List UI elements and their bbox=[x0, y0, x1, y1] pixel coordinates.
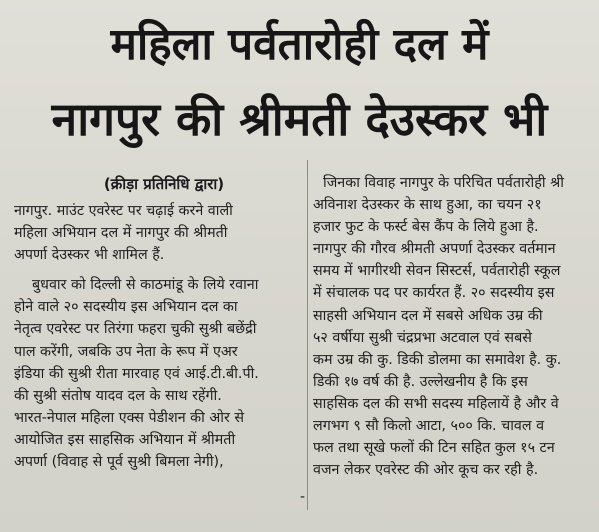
article-line: होने वाले २० सदस्यीय इस अभियान दल का bbox=[14, 299, 238, 316]
article-line: ५२ वर्षीया सुश्री चंद्रप्रभा अटवाल एवं सबसे bbox=[313, 329, 532, 346]
article-line: जिनका विवाह नागपुर के परिचित पर्वतारोही श्री bbox=[323, 175, 564, 191]
line-continuation-dash: - bbox=[300, 489, 306, 505]
article-line: लगभग ९ सौ किलो आटा, ५०० कि. चावल व bbox=[313, 418, 545, 435]
article-line: समय में भागीरथी सेवन सिस्टर्स, पर्वतारोही स्कूल bbox=[313, 263, 561, 280]
article-line: साहसिक दल की सभी सदस्य महिलायें है और वे bbox=[313, 395, 559, 412]
left-column bbox=[14, 172, 314, 473]
article-line: कम उम्र की कु. डिकी डोलमा का समावेश है. कु. bbox=[313, 351, 562, 368]
article-line: बुधवार को दिल्ली से काठमांडू के लिये रवाना bbox=[32, 277, 259, 294]
article-line: नागपुर. माउंट एवरेस्ट पर चढ़ाई करने वाली bbox=[14, 203, 233, 219]
headline-line-1: महिला पर्वतारोही दल में bbox=[110, 19, 489, 70]
article-line: इंडिया की सुश्री रीता मारवाह एवं आई.टी.बी.पी. bbox=[14, 365, 259, 382]
article-line: आयोजित इस साहसिक अभियान में श्रीमती bbox=[14, 431, 236, 448]
article-line: अपर्णा देउस्कर भी शामिल हैं. bbox=[14, 247, 165, 264]
article-line: नेतृत्व एवरेस्ट पर तिरंगा फहरा चुकी सुश्री बछेंद्री bbox=[14, 321, 257, 338]
article-line: पाल करेंगी, जबकि उप नेता के रूप में एअर bbox=[14, 343, 238, 360]
article-line: हजार फुट के फर्स्ट बेस कैंप के लिये हुआ है. bbox=[313, 219, 539, 236]
article-line: महिला अभियान दल में नागपुर की श्रीमती bbox=[14, 225, 228, 242]
column-divider bbox=[307, 160, 308, 510]
article-line: अपर्णा (विवाह से पूर्व सुश्री बिमला नेगी), bbox=[14, 454, 224, 471]
article-line: नागपुर की गौरव श्रीमती अपर्णा देउस्कर वर्तमान bbox=[313, 241, 556, 258]
article-line: फल तथा सूखे फलों की टिन सहित कुल १५ टन bbox=[313, 440, 555, 457]
article-line: की सुश्री संतोष यादव दल के साथ रहेंगी. bbox=[14, 387, 222, 404]
article-line: वजन लेकर एवरेस्ट की ओर कूच कर रही है. bbox=[313, 462, 539, 479]
article-line: भारत-नेपाल महिला एक्स पेडीशन की ओर से bbox=[14, 409, 245, 426]
article-line: डिकी १७ वर्ष की है. उल्लेखनीय है कि इस bbox=[313, 373, 528, 390]
byline: (क्रीड़ा प्रतिनिधि द्वारा) bbox=[103, 175, 225, 193]
article-line: साहसी अभियान दल में सबसे अधिक उम्र की bbox=[313, 307, 543, 324]
article-line: अविनाश देउस्कर के साथ हुआ, का चयन २१ bbox=[313, 197, 542, 214]
article-line: में संचालक पद पर कार्यरत हैं. २० सदस्यीय इस bbox=[313, 285, 555, 302]
headline-line-2: नागपुर की श्रीमती देउस्कर भी bbox=[51, 92, 548, 146]
right-column bbox=[313, 172, 597, 481]
